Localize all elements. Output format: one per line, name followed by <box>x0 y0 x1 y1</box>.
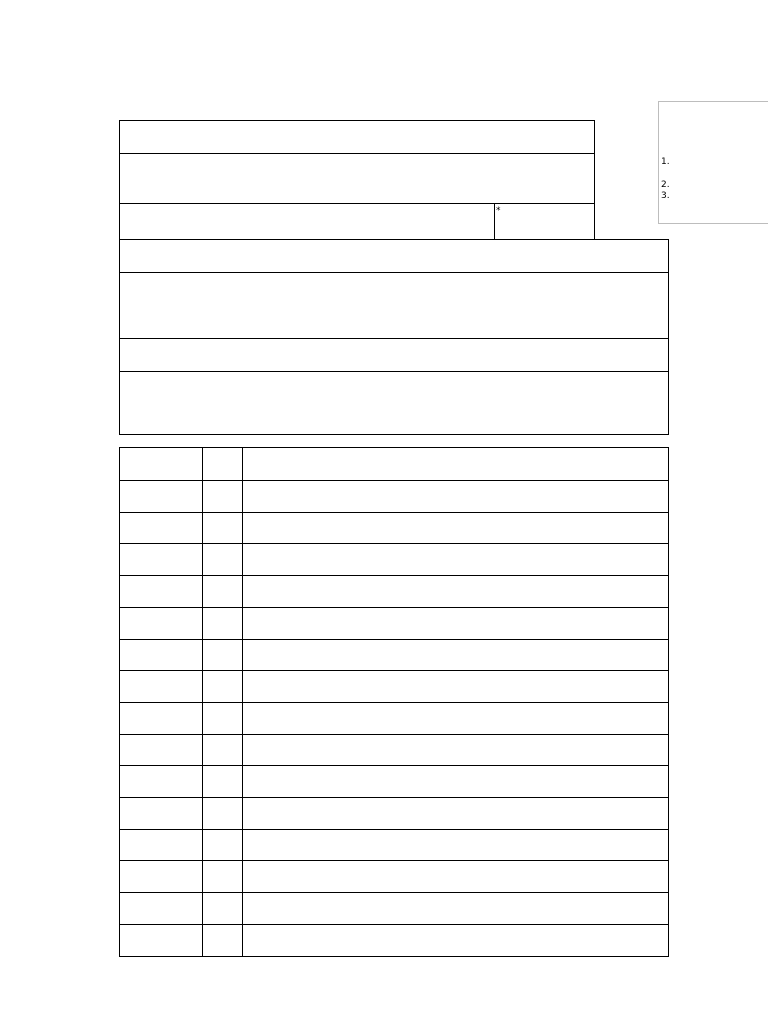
gender-label: * <box>496 206 501 216</box>
table-row-divider <box>119 892 669 893</box>
photo-note-line-5: 3. <box>661 191 670 201</box>
table-row-divider <box>119 702 669 703</box>
divider <box>494 203 495 240</box>
table-row-divider <box>119 575 669 576</box>
table-row-divider <box>119 670 669 671</box>
divider <box>119 371 669 372</box>
divider <box>119 153 595 154</box>
table-row-divider <box>119 512 669 513</box>
table-row-divider <box>119 860 669 861</box>
address-box <box>119 239 669 435</box>
table-row-divider <box>119 480 669 481</box>
table-row-divider <box>119 607 669 608</box>
table-row-divider <box>119 829 669 830</box>
divider <box>119 338 669 339</box>
table-row-divider <box>119 924 669 925</box>
table-row-divider <box>119 543 669 544</box>
table-row-divider <box>119 639 669 640</box>
table-row-divider <box>119 734 669 735</box>
photo-note-line-4: 2. <box>661 180 670 190</box>
table-row-divider <box>119 765 669 766</box>
divider <box>119 203 595 204</box>
photo-note-line-3: 1. <box>661 157 670 167</box>
table-row-divider <box>119 797 669 798</box>
photo-area <box>658 101 768 224</box>
personal-info-box <box>119 120 595 240</box>
divider <box>119 272 669 273</box>
